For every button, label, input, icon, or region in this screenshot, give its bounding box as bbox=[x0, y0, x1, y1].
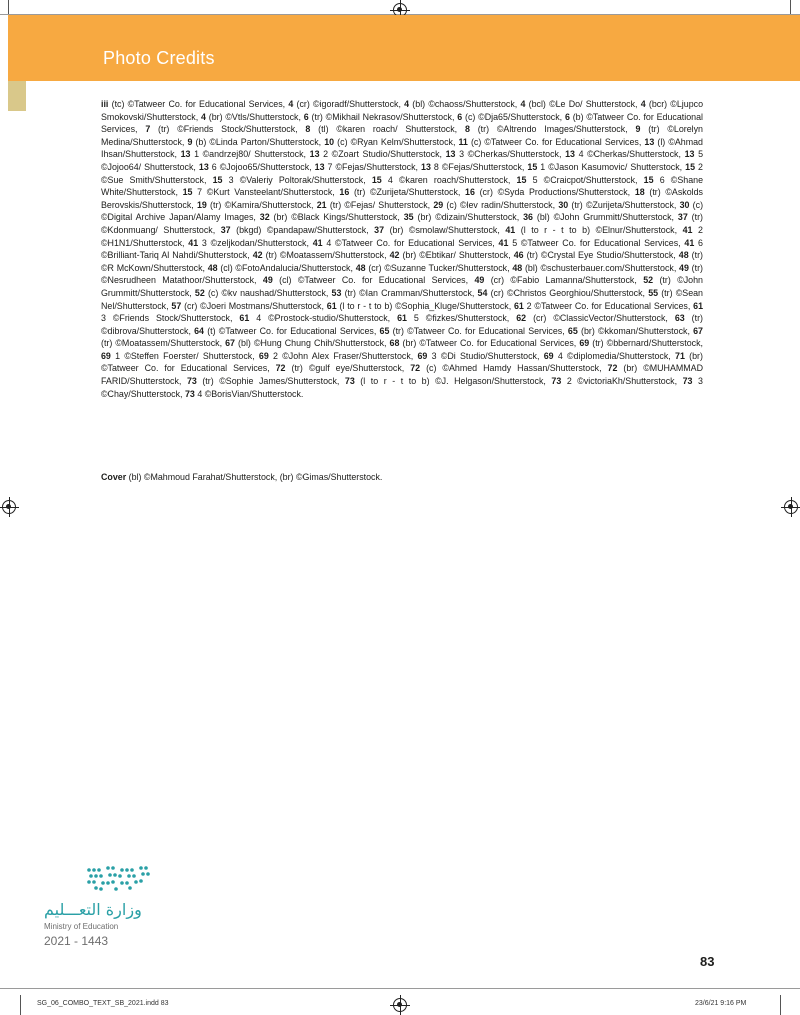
credit-text: (tr) ©Ian Cramman/Shutterstock, bbox=[341, 287, 478, 298]
credit-page-ref: 15 bbox=[516, 174, 527, 185]
registration-mark-icon bbox=[393, 998, 407, 1012]
credit-page-ref: 64 bbox=[194, 325, 204, 336]
credit-text: 7 ©Fejas/Shutterstock, bbox=[324, 161, 422, 172]
credit-page-ref: 55 bbox=[648, 287, 659, 298]
photo-credits-text bbox=[101, 98, 703, 400]
credit-page-ref: 69 bbox=[101, 350, 111, 361]
credit-page-ref: 4 bbox=[288, 99, 294, 109]
credit-text: 2 ©victoriaKh/Shutterstock, bbox=[561, 376, 683, 387]
credit-page-ref: 68 bbox=[389, 338, 400, 349]
credit-page-ref: 15 bbox=[643, 174, 654, 185]
credit-page-ref: 10 bbox=[324, 136, 335, 147]
credit-text: (tr) ©Nesrudheen Matathoor/Shutterstock, bbox=[101, 262, 703, 286]
credit-page-ref: 13 bbox=[421, 161, 431, 172]
credit-text: (cr) ©ClassicVector/Shutterstock, bbox=[526, 313, 675, 324]
credit-text: 3 ©Valeriy Poltorak/Shutterstock, bbox=[222, 174, 372, 185]
page-title: Photo Credits bbox=[103, 48, 215, 68]
credit-text: 5 ©Jojoo64/ Shutterstock, bbox=[101, 149, 704, 172]
credit-text: (c) ©Ryan Kelm/Shutterstock, bbox=[334, 136, 459, 147]
slug-file-name: SG_06_COMBO_TEXT_SB_2021.indd 83 bbox=[37, 1000, 169, 1007]
credit-page-ref: 52 bbox=[643, 275, 654, 286]
credit-page-ref: 67 bbox=[225, 338, 235, 349]
credit-page-ref: 42 bbox=[252, 250, 263, 261]
credit-text: 5 ©Tatweer Co. for Educational Services, bbox=[508, 237, 685, 248]
credit-text: (br) ©Ebtikar/ Shutterstock, bbox=[399, 250, 514, 261]
credit-text: (br) ©dizain/Shutterstock, bbox=[413, 212, 524, 223]
credit-page-ref: 15 bbox=[685, 161, 696, 172]
credit-page-ref: 72 bbox=[410, 363, 421, 374]
credit-page-ref: 61 bbox=[397, 313, 407, 324]
credit-page-ref: 16 bbox=[339, 187, 350, 198]
credit-text: (tr) ©bbernard/Shutterstock, bbox=[589, 338, 703, 349]
credit-page-ref: 37 bbox=[677, 212, 688, 223]
credit-text: (c) ©Digital Archive Japan/Alamy Images, bbox=[101, 199, 704, 223]
edition-year: 2021 - 1443 bbox=[44, 934, 109, 948]
credit-text: (tr) ©Moatassem/Shutterstock, bbox=[101, 338, 226, 349]
credit-text: (tr) ©Lorelyn Medina/Shutterstock, bbox=[101, 124, 703, 147]
credit-text: 1 ©Steffen Foerster/ Shutterstock, bbox=[110, 350, 259, 361]
credit-text: (tr) ©Kamira/Shutterstock, bbox=[206, 199, 317, 210]
credit-page-ref: 69 bbox=[543, 350, 554, 361]
credit-text: 2 ©H1N1/Shutterstock, bbox=[101, 224, 703, 248]
credit-text: (bl) ©John Grummitt/Shutterstock, bbox=[532, 212, 678, 223]
credit-page-ref: 61 bbox=[239, 313, 250, 324]
credit-text: (br) ©smolaw/Shutterstock, bbox=[384, 224, 506, 235]
credit-page-ref: 65 bbox=[567, 325, 578, 336]
crop-mark bbox=[790, 0, 791, 14]
credit-page-ref: 72 bbox=[275, 363, 286, 374]
credit-page-ref: 41 bbox=[684, 237, 695, 248]
credit-page-ref: 13 bbox=[684, 149, 695, 160]
credit-page-ref: 11 bbox=[458, 136, 468, 147]
credit-page-ref: 62 bbox=[516, 313, 527, 324]
ministry-name-arabic: وزارة التعـــليم bbox=[44, 900, 142, 919]
credit-page-ref: 9 bbox=[187, 136, 193, 147]
credit-text: (bkgd) ©pandapaw/Shutterstock, bbox=[230, 224, 375, 235]
credit-text: 3 ©Cherkas/Shutterstock, bbox=[455, 149, 566, 160]
credit-text: (tr) ©Zurijeta/Shutterstock, bbox=[349, 187, 466, 198]
credit-page-ref: 49 bbox=[262, 275, 273, 286]
credit-text: 5 ©Craicpot/Shutterstock, bbox=[526, 174, 644, 185]
credit-text: 8 ©Fejas/Shutterstock, bbox=[430, 161, 528, 172]
credit-text: (bcr) ©Ljupco Smokovski/Shutterstock, bbox=[101, 99, 704, 122]
credit-page-ref: 41 bbox=[505, 224, 516, 235]
credit-page-ref: 8 bbox=[464, 124, 470, 135]
credit-page-ref: 21 bbox=[316, 199, 327, 210]
crop-mark bbox=[8, 0, 9, 14]
credit-page-ref: 61 bbox=[326, 300, 337, 311]
credit-text: 1 ©andrzej80/ Shutterstock, bbox=[190, 149, 310, 160]
credit-text: (bl) ©Hung Chung Chih/Shutterstock, bbox=[235, 338, 390, 349]
header-tab bbox=[8, 81, 26, 111]
slug-timestamp: 23/6/21 9:16 PM bbox=[695, 1000, 747, 1007]
credit-page-ref: 13 bbox=[565, 149, 575, 160]
credit-text: 2 ©John Alex Fraser/Shutterstock, bbox=[268, 350, 418, 361]
credit-page-ref: 18 bbox=[634, 187, 645, 198]
credit-text: (cr) ©Joeri Mostmans/Shutterstock, bbox=[181, 300, 327, 311]
trim-line-bottom bbox=[0, 988, 800, 989]
credit-text: (tr) ©gulf eye/Shutterstock, bbox=[285, 363, 411, 374]
credit-text: 1 ©Jason Kasumovic/ Shutterstock, bbox=[537, 161, 686, 172]
credit-page-ref: 8 bbox=[305, 124, 311, 135]
credit-page-ref: 53 bbox=[331, 287, 342, 298]
credit-page-ref: 6 bbox=[457, 111, 463, 122]
credit-page-ref: 41 bbox=[188, 237, 199, 248]
credit-page-ref: 48 bbox=[207, 262, 218, 273]
credit-page-ref: 49 bbox=[679, 262, 689, 273]
credit-text: (tr) ©Tatweer Co. for Educational Services, bbox=[389, 325, 568, 336]
credit-page-ref: 73 bbox=[682, 376, 693, 387]
credit-page-ref: 15 bbox=[182, 187, 193, 198]
credit-page-ref: 73 bbox=[344, 376, 355, 387]
credit-page-ref: 7 bbox=[145, 124, 151, 135]
credit-text: (br) ©Vtls/Shutterstock, bbox=[205, 111, 304, 122]
credit-text: (tc) ©Tatweer Co. for Educational Services, bbox=[108, 99, 289, 109]
credit-page-ref: 30 bbox=[679, 199, 690, 210]
crop-mark bbox=[20, 995, 21, 1015]
credit-page-ref: 6 bbox=[564, 111, 570, 122]
credit-page-ref: 37 bbox=[220, 224, 231, 235]
credit-text: 4 ©BorisVian/Shutterstock. bbox=[194, 388, 304, 399]
credit-page-ref: 36 bbox=[523, 212, 533, 223]
credit-page-ref: 67 bbox=[693, 325, 703, 336]
credit-text: 2 ©Tatweer Co. for Educational Services, bbox=[523, 300, 694, 311]
credit-page-ref: 73 bbox=[186, 376, 197, 387]
page-number: 83 bbox=[700, 954, 715, 969]
credit-text: (tr) ©Crystal Eye Studio/Shutterstock, bbox=[523, 250, 679, 261]
credit-page-ref: 19 bbox=[196, 199, 207, 210]
credit-text: 4 ©karen roach/Shutterstock, bbox=[381, 174, 517, 185]
credit-text: (c) ©Ahmed Hamdy Hassan/Shutterstock, bbox=[420, 363, 608, 374]
credit-text: (cr) ©Suzanne Tucker/Shutterstock, bbox=[365, 262, 513, 273]
credit-text: (bl) ©schusterbauer.com/Shutterstock, bbox=[522, 262, 680, 273]
credit-page-ref: 42 bbox=[389, 250, 400, 261]
credit-text: (cl) ©FotoAndalucia/Shutterstock, bbox=[217, 262, 356, 273]
credit-text: (l to r - t to b) ©Elnur/Shutterstock, bbox=[515, 224, 683, 235]
credit-text: (tr) ©Zurijeta/Shutterstock, bbox=[568, 199, 680, 210]
credit-text: 3 ©Di Studio/Shutterstock, bbox=[427, 350, 544, 361]
credit-page-ref: 41 bbox=[312, 237, 323, 248]
credit-page-ref: 13 bbox=[445, 149, 456, 160]
credit-page-ref: 13 bbox=[180, 149, 191, 160]
credit-page-ref: 48 bbox=[355, 262, 366, 273]
credit-text: (tr) ©Kdonmuang/ Shutterstock, bbox=[101, 212, 704, 235]
credit-page-ref: iii bbox=[101, 99, 109, 109]
credit-text: (tr) ©John Grummitt/Shutterstock, bbox=[101, 275, 703, 298]
credit-text: 4 ©Tatweer Co. for Educational Services, bbox=[322, 237, 499, 248]
credit-page-ref: 61 bbox=[514, 300, 524, 311]
credit-text: (br) ©Black Kings/Shutterstock, bbox=[269, 212, 404, 223]
credit-text: (tr) ©Moatassem/Shutterstock, bbox=[262, 250, 390, 261]
credit-text: (l to r - t to b) ©J. Helgason/Shutterstock, bbox=[354, 376, 552, 387]
credit-page-ref: 41 bbox=[682, 224, 693, 235]
credit-page-ref: 13 bbox=[644, 136, 655, 147]
credit-text: (c) ©lev radin/Shutterstock, bbox=[443, 199, 559, 210]
credit-text: (c) ©kv naushad/Shutterstock, bbox=[204, 287, 332, 298]
credit-page-ref: 65 bbox=[379, 325, 390, 336]
credit-page-ref: 15 bbox=[212, 174, 223, 185]
credit-page-ref: 71 bbox=[675, 350, 685, 361]
credit-text: 3 ©zeljkodan/Shutterstock, bbox=[198, 237, 313, 248]
credit-page-ref: 69 bbox=[417, 350, 428, 361]
credit-text: (tl) ©karen roach/ Shutterstock, bbox=[310, 124, 465, 135]
credit-page-ref: 61 bbox=[693, 300, 704, 311]
credit-page-ref: 13 bbox=[198, 161, 209, 172]
credit-text: (cr) ©Christos Georghiou/Shutterstock, bbox=[487, 287, 649, 298]
credit-text: (cr) ©Fabio Lamanna/Shutterstock, bbox=[484, 275, 644, 286]
credit-text: 4 ©Prostock-studio/Shutterstock, bbox=[249, 313, 398, 324]
credit-page-ref: 13 bbox=[309, 149, 320, 160]
credit-text: 4 ©Cherkas/Shutterstock, bbox=[574, 149, 685, 160]
credit-text: (tr) ©Friends Stock/Shutterstock, bbox=[150, 124, 306, 135]
ministry-logo-icon bbox=[86, 866, 152, 894]
credit-page-ref: 6 bbox=[303, 111, 309, 122]
credit-text: 5 ©fizkes/Shutterstock, bbox=[406, 313, 517, 324]
credit-text: (b) ©Linda Parton/Shutterstock, bbox=[192, 136, 325, 147]
credit-page-ref: 32 bbox=[259, 212, 270, 223]
credit-text: (c) ©Tatweer Co. for Educational Services, bbox=[467, 136, 645, 147]
credit-page-ref: 29 bbox=[433, 199, 444, 210]
cover-credit-text: (bl) ©Mahmoud Farahat/Shutterstock, (br) ©Gimas/Shutterstock. bbox=[126, 472, 383, 482]
credit-page-ref: 37 bbox=[374, 224, 385, 235]
credit-page-ref: 48 bbox=[678, 250, 689, 261]
cover-credit bbox=[101, 471, 703, 484]
credit-page-ref: 4 bbox=[200, 111, 206, 122]
credit-page-ref: 4 bbox=[640, 99, 646, 109]
credit-text: (tr) ©Altrendo Images/Shutterstock, bbox=[469, 124, 636, 135]
credit-text: 2 ©Sue Smith/Shutterstock, bbox=[101, 161, 703, 185]
credit-page-ref: 46 bbox=[513, 250, 524, 261]
credit-text: (br) ©kkoman/Shutterstock, bbox=[577, 325, 694, 336]
credit-text: 6 ©Brilliant-Tariq Al Nahdi/Shutterstock, bbox=[101, 237, 703, 261]
credit-page-ref: 57 bbox=[171, 300, 182, 311]
credit-text: (cr) ©Syda Productions/Shutterstock, bbox=[474, 187, 635, 198]
credit-text: (br) ©Tatweer Co. for Educational Services, bbox=[399, 338, 580, 349]
credit-text: (bl) ©chaoss/Shutterstock, bbox=[409, 99, 521, 109]
credit-page-ref: 49 bbox=[474, 275, 485, 286]
credit-page-ref: 73 bbox=[184, 388, 195, 399]
credit-text: (tr) ©Sophie James/Shutterstock, bbox=[196, 376, 345, 387]
credit-page-ref: 9 bbox=[635, 124, 641, 135]
credit-page-ref: 4 bbox=[404, 99, 410, 109]
credit-page-ref: 16 bbox=[465, 187, 475, 198]
credit-text: (tr) ©Sean Nel/Shutterstock, bbox=[101, 287, 703, 311]
credit-text: 3 ©Chay/Shutterstock, bbox=[101, 376, 703, 399]
credit-text: 6 ©Shane White/Shutterstock, bbox=[101, 174, 704, 198]
credit-text: 4 ©diplomedia/Shutterstock, bbox=[553, 350, 676, 361]
credit-text: (br) ©Tatweer Co. for Educational Services, bbox=[101, 350, 703, 374]
credit-page-ref: 73 bbox=[551, 376, 562, 387]
credit-text: 6 ©Jojoo65/Shutterstock, bbox=[208, 161, 315, 172]
credit-text: (l) ©Ahmad Ihsan/Shutterstock, bbox=[101, 136, 703, 160]
credit-page-ref: 13 bbox=[314, 161, 325, 172]
credit-page-ref: 15 bbox=[371, 174, 382, 185]
registration-mark-icon bbox=[2, 500, 16, 514]
credit-text: (tr) ©R McKown/Shutterstock, bbox=[101, 250, 703, 273]
credit-text: (bcl) ©Le Do/ Shutterstock, bbox=[525, 99, 641, 109]
cover-label: Cover bbox=[101, 472, 127, 482]
credit-page-ref: 30 bbox=[558, 199, 569, 210]
credit-page-ref: 15 bbox=[527, 161, 538, 172]
credit-text: 3 ©Friends Stock/Shutterstock, bbox=[101, 313, 240, 324]
ministry-name-english: Ministry of Education bbox=[44, 922, 119, 931]
credit-page-ref: 63 bbox=[674, 313, 685, 324]
credit-page-ref: 69 bbox=[258, 350, 269, 361]
credit-text: (l to r - t to b) ©Sophia_Kluge/Shutterstock, bbox=[336, 300, 514, 311]
crop-mark bbox=[780, 995, 781, 1015]
credit-page-ref: 4 bbox=[520, 99, 526, 109]
registration-mark-icon bbox=[784, 500, 798, 514]
credit-text: (br) ©MUHAMMAD FARID/Shutterstock, bbox=[101, 363, 703, 387]
credit-text: (t) ©Tatweer Co. for Educational Services, bbox=[204, 325, 380, 336]
credit-page-ref: 69 bbox=[579, 338, 590, 349]
credit-page-ref: 41 bbox=[498, 237, 509, 248]
credit-text: (cr) ©igoradf/Shutterstock, bbox=[293, 99, 405, 109]
credit-text: (tr) ©Mikhail Nekrasov/Shutterstock, bbox=[308, 111, 458, 122]
credit-text: (c) ©Dja65/Shutterstock, bbox=[462, 111, 565, 122]
credit-text: (tr) ©Askolds Berovskis/Shutterstock, bbox=[101, 187, 703, 210]
credit-text: (cl) ©Tatweer Co. for Educational Services, bbox=[272, 275, 475, 286]
credit-page-ref: 54 bbox=[477, 287, 488, 298]
credit-text: (tr) ©Fejas/ Shutterstock, bbox=[326, 199, 434, 210]
credit-text: 7 ©Kurt Vansteelant/Shutterstock, bbox=[192, 187, 340, 198]
credit-page-ref: 72 bbox=[607, 363, 618, 374]
credit-text: (tr) ©dibrova/Shutterstock, bbox=[101, 313, 704, 336]
credit-text: 2 ©Zoart Studio/Shutterstock, bbox=[319, 149, 446, 160]
credit-text: (b) ©Tatweer Co. for Educational Services, bbox=[101, 111, 704, 135]
credit-page-ref: 48 bbox=[512, 262, 523, 273]
credit-page-ref: 35 bbox=[403, 212, 414, 223]
credit-page-ref: 52 bbox=[194, 287, 205, 298]
